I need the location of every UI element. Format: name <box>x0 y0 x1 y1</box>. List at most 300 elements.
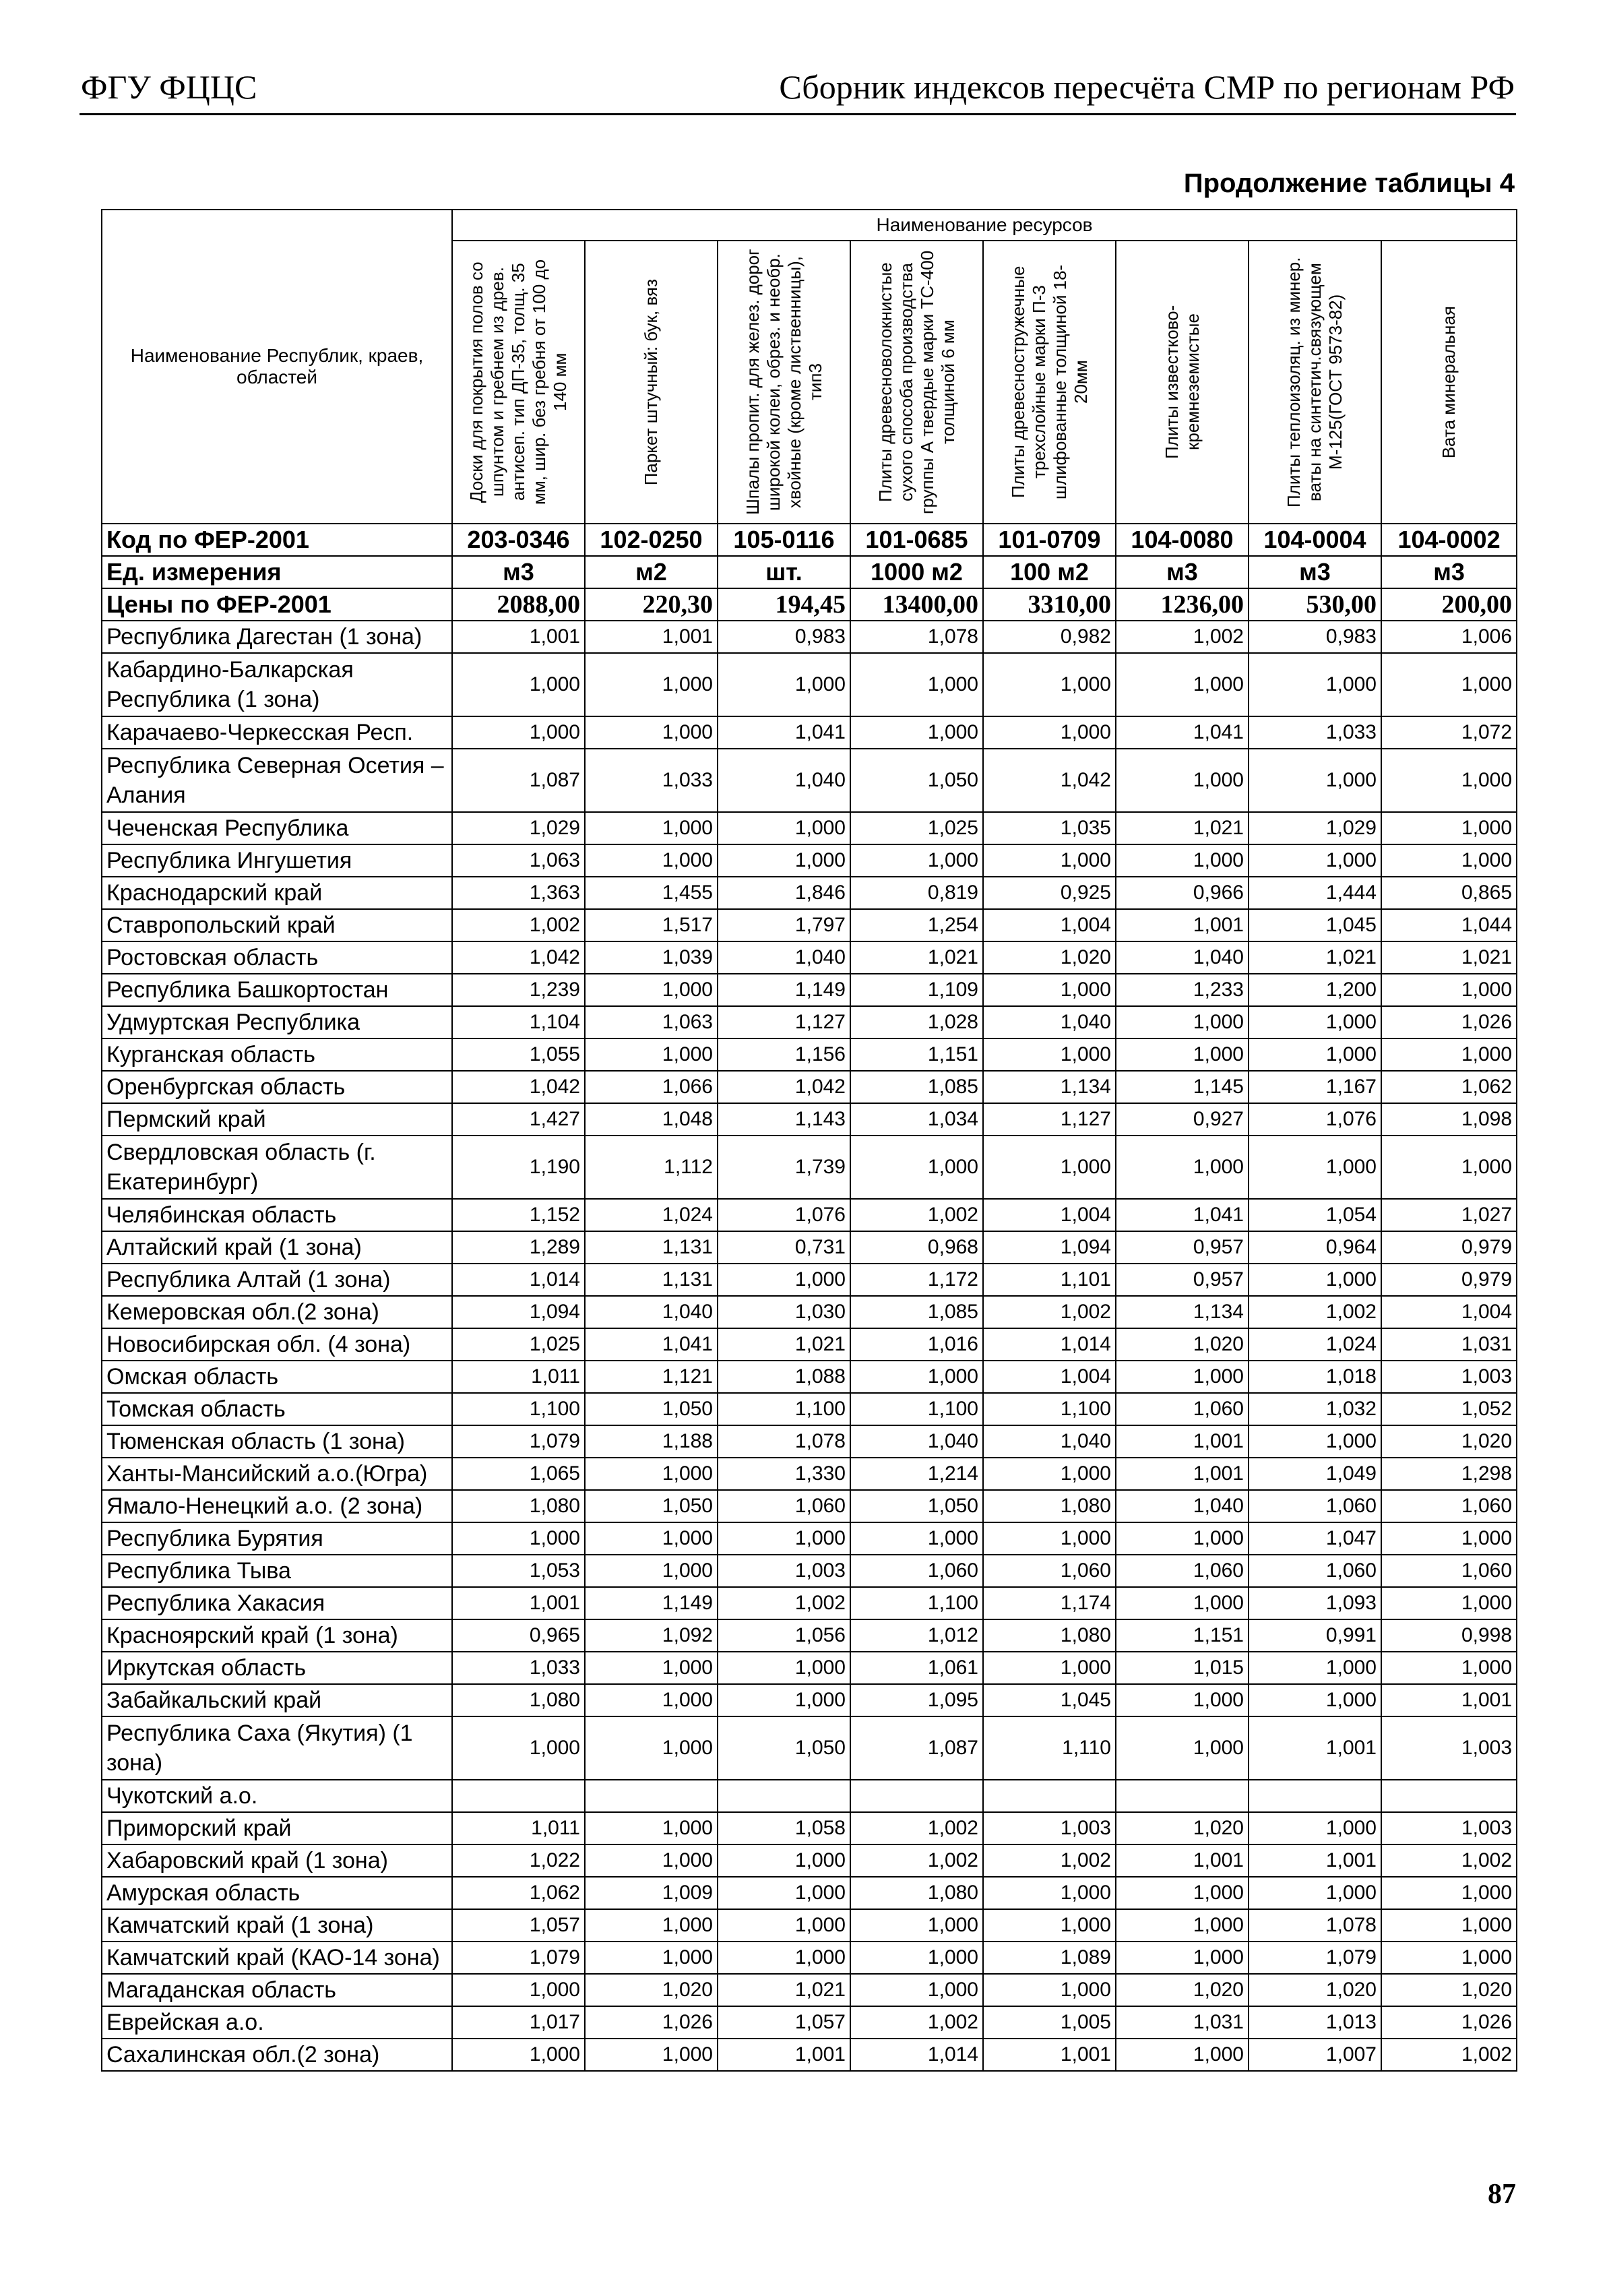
index-value-cell: 1,040 <box>718 749 850 812</box>
index-value-cell: 1,100 <box>850 1393 983 1425</box>
resource-column-label: Плиты древесноволокнистые сухого способа производства группы А твердые марки ТС-400 толщиной 6 мм <box>875 250 958 514</box>
index-value-cell: 1,000 <box>983 1974 1116 2006</box>
index-value-cell: 1,797 <box>718 909 850 941</box>
index-value-cell: 1,188 <box>585 1425 718 1458</box>
index-value-cell: 1,061 <box>850 1652 983 1684</box>
index-value-cell: 1,846 <box>718 877 850 909</box>
index-value-cell: 1,020 <box>1116 1328 1249 1361</box>
index-value-cell: 1,156 <box>718 1038 850 1071</box>
index-value-cell: 1,000 <box>718 1522 850 1555</box>
table-row <box>102 1619 1517 1652</box>
table-row <box>102 1974 1517 2006</box>
price-index-table <box>101 209 1517 2072</box>
index-value-cell <box>452 1780 585 1812</box>
price-cell: 3310,00 <box>983 588 1116 621</box>
index-value-cell: 1,050 <box>850 1490 983 1522</box>
code-row <box>102 524 1517 556</box>
index-value-cell: 1,000 <box>850 653 983 716</box>
region-name-cell: Свердловская область (г. Екатеринбург) <box>102 1136 452 1199</box>
index-value-cell: 1,080 <box>983 1490 1116 1522</box>
index-value-cell <box>850 1780 983 1812</box>
price-row <box>102 588 1517 621</box>
index-value-cell: 1,109 <box>850 974 983 1006</box>
index-value-cell: 1,020 <box>983 941 1116 974</box>
table-row <box>102 909 1517 941</box>
index-value-cell: 1,001 <box>1116 1844 1249 1877</box>
index-value-cell: 1,007 <box>1249 2039 1381 2071</box>
region-name-cell: Приморский край <box>102 1812 452 1844</box>
index-value-cell: 1,085 <box>850 1071 983 1103</box>
index-value-cell: 1,000 <box>1116 1006 1249 1038</box>
index-value-cell: 1,002 <box>850 1812 983 1844</box>
table-row <box>102 1199 1517 1231</box>
index-value-cell: 1,000 <box>1116 1136 1249 1199</box>
index-value-cell: 1,041 <box>1116 1199 1249 1231</box>
index-value-cell: 1,003 <box>983 1812 1116 1844</box>
index-value-cell: 1,000 <box>718 1844 850 1877</box>
table-row <box>102 1296 1517 1328</box>
index-value-cell: 1,000 <box>1249 844 1381 877</box>
code-label: Код по ФЕР-2001 <box>102 524 452 556</box>
index-value-cell: 1,000 <box>1381 844 1517 877</box>
index-value-cell: 1,021 <box>1116 812 1249 844</box>
index-value-cell: 1,000 <box>585 974 718 1006</box>
index-value-cell: 1,033 <box>452 1652 585 1684</box>
index-value-cell: 1,048 <box>585 1103 718 1136</box>
index-value-cell: 1,000 <box>1116 1587 1249 1619</box>
index-value-cell: 1,003 <box>1381 1361 1517 1393</box>
index-value-cell: 1,080 <box>452 1684 585 1716</box>
index-value-cell: 1,000 <box>452 1716 585 1780</box>
index-value-cell: 1,000 <box>983 844 1116 877</box>
index-value-cell: 1,013 <box>1249 2006 1381 2039</box>
index-value-cell: 1,000 <box>1381 1136 1517 1199</box>
index-value-cell: 1,063 <box>452 844 585 877</box>
index-value-cell: 1,000 <box>1249 1684 1381 1716</box>
region-name-cell: Челябинская область <box>102 1199 452 1231</box>
index-value-cell: 1,022 <box>452 1844 585 1877</box>
index-value-cell: 1,031 <box>1381 1328 1517 1361</box>
index-value-cell: 1,002 <box>850 2006 983 2039</box>
index-value-cell: 1,001 <box>983 2039 1116 2071</box>
index-value-cell: 1,239 <box>452 974 585 1006</box>
price-cell: 2088,00 <box>452 588 585 621</box>
index-value-cell: 1,029 <box>452 812 585 844</box>
index-value-cell: 1,015 <box>1116 1652 1249 1684</box>
index-value-cell: 1,000 <box>1381 1652 1517 1684</box>
index-value-cell: 1,000 <box>1249 749 1381 812</box>
index-value-cell: 0,991 <box>1249 1619 1381 1652</box>
index-value-cell: 1,000 <box>585 1716 718 1780</box>
index-value-cell: 1,055 <box>452 1038 585 1071</box>
index-value-cell: 1,002 <box>1116 621 1249 653</box>
index-value-cell: 1,000 <box>585 2039 718 2071</box>
index-value-cell: 1,131 <box>585 1264 718 1296</box>
index-value-cell: 1,000 <box>1381 1942 1517 1974</box>
region-name-cell: Ставропольский край <box>102 909 452 941</box>
unit-row <box>102 556 1517 588</box>
code-cell: 105-0116 <box>718 524 850 556</box>
index-value-cell: 1,000 <box>585 1555 718 1587</box>
index-value-cell: 1,000 <box>585 1844 718 1877</box>
index-value-cell: 1,024 <box>1249 1328 1381 1361</box>
region-name-cell: Хабаровский край (1 зона) <box>102 1844 452 1877</box>
resource-column-label: Вата минеральная <box>1439 305 1459 459</box>
index-value-cell: 1,233 <box>1116 974 1249 1006</box>
index-value-cell: 1,020 <box>1116 1974 1249 2006</box>
index-value-cell: 1,000 <box>452 1522 585 1555</box>
unit-cell: м3 <box>1116 556 1249 588</box>
unit-cell: шт. <box>718 556 850 588</box>
index-value-cell: 1,289 <box>452 1231 585 1264</box>
index-value-cell: 1,000 <box>585 1522 718 1555</box>
index-value-cell: 0,819 <box>850 877 983 909</box>
index-value-cell: 1,000 <box>1249 1038 1381 1071</box>
price-cell: 13400,00 <box>850 588 983 621</box>
index-value-cell: 1,014 <box>983 1328 1116 1361</box>
index-value-cell: 1,330 <box>718 1458 850 1490</box>
region-name-cell: Республика Тыва <box>102 1555 452 1587</box>
index-value-cell: 1,004 <box>983 1361 1116 1393</box>
table-row <box>102 2006 1517 2039</box>
table-row <box>102 1812 1517 1844</box>
index-value-cell: 1,000 <box>1116 1909 1249 1942</box>
index-value-cell: 1,000 <box>1381 1909 1517 1942</box>
index-value-cell: 1,127 <box>983 1103 1116 1136</box>
index-value-cell: 1,094 <box>452 1296 585 1328</box>
index-value-cell: 1,085 <box>850 1296 983 1328</box>
index-value-cell: 1,151 <box>850 1038 983 1071</box>
table-row <box>102 1393 1517 1425</box>
index-value-cell: 1,041 <box>1116 716 1249 749</box>
price-cell: 194,45 <box>718 588 850 621</box>
index-value-cell: 1,040 <box>585 1296 718 1328</box>
index-value-cell: 1,000 <box>1116 653 1249 716</box>
index-value-cell: 1,040 <box>1116 941 1249 974</box>
index-value-cell: 1,009 <box>585 1877 718 1909</box>
index-value-cell: 1,000 <box>585 844 718 877</box>
index-value-cell: 0,964 <box>1249 1231 1381 1264</box>
index-value-cell: 1,028 <box>850 1006 983 1038</box>
index-value-cell: 1,033 <box>1249 716 1381 749</box>
region-name-cell: Республика Северная Осетия – Алания <box>102 749 452 812</box>
resource-column-header <box>1116 241 1249 524</box>
code-cell: 104-0004 <box>1249 524 1381 556</box>
table-row <box>102 1136 1517 1199</box>
region-name-cell: Карачаево-Черкесская Респ. <box>102 716 452 749</box>
index-value-cell: 1,047 <box>1249 1522 1381 1555</box>
index-value-cell: 1,739 <box>718 1136 850 1199</box>
index-value-cell: 1,002 <box>718 1587 850 1619</box>
index-value-cell: 1,056 <box>718 1619 850 1652</box>
index-value-cell: 1,000 <box>585 1458 718 1490</box>
table-row <box>102 2039 1517 2071</box>
region-name-cell: Томская область <box>102 1393 452 1425</box>
index-value-cell: 1,087 <box>452 749 585 812</box>
index-value-cell: 0,927 <box>1116 1103 1249 1136</box>
index-value-cell: 1,000 <box>850 1361 983 1393</box>
region-name-cell: Республика Бурятия <box>102 1522 452 1555</box>
index-value-cell: 1,145 <box>1116 1071 1249 1103</box>
index-value-cell: 1,004 <box>1381 1296 1517 1328</box>
index-value-cell: 1,080 <box>850 1877 983 1909</box>
index-value-cell: 1,020 <box>1381 1974 1517 2006</box>
index-value-cell: 1,030 <box>718 1296 850 1328</box>
index-value-cell: 1,011 <box>452 1361 585 1393</box>
index-value-cell: 1,026 <box>585 2006 718 2039</box>
region-name-cell: Сахалинская обл.(2 зона) <box>102 2039 452 2071</box>
region-name-header: Наименование Республик, краев, областей <box>102 210 452 524</box>
index-value-cell: 1,024 <box>585 1199 718 1231</box>
index-value-cell: 1,079 <box>1249 1942 1381 1974</box>
index-value-cell: 1,200 <box>1249 974 1381 1006</box>
index-value-cell: 1,042 <box>983 749 1116 812</box>
index-value-cell: 1,079 <box>452 1425 585 1458</box>
index-value-cell: 1,000 <box>718 844 850 877</box>
code-cell: 101-0685 <box>850 524 983 556</box>
index-value-cell: 1,040 <box>1116 1490 1249 1522</box>
index-value-cell: 1,017 <box>452 2006 585 2039</box>
index-value-cell: 1,076 <box>1249 1103 1381 1136</box>
index-value-cell: 1,002 <box>983 1296 1116 1328</box>
index-value-cell: 1,078 <box>850 621 983 653</box>
table-row <box>102 1328 1517 1361</box>
index-value-cell: 1,000 <box>1116 1038 1249 1071</box>
region-name-cell: Ростовская область <box>102 941 452 974</box>
index-value-cell: 1,000 <box>983 1458 1116 1490</box>
index-value-cell: 1,143 <box>718 1103 850 1136</box>
index-value-cell: 1,050 <box>850 749 983 812</box>
index-value-cell: 1,087 <box>850 1716 983 1780</box>
region-name-cell: Иркутская область <box>102 1652 452 1684</box>
index-value-cell: 1,000 <box>452 716 585 749</box>
index-value-cell: 0,982 <box>983 621 1116 653</box>
index-value-cell: 1,060 <box>1249 1555 1381 1587</box>
index-value-cell: 1,079 <box>452 1942 585 1974</box>
index-value-cell: 1,152 <box>452 1199 585 1231</box>
index-value-cell: 1,041 <box>585 1328 718 1361</box>
table-row <box>102 844 1517 877</box>
index-value-cell: 1,000 <box>1381 812 1517 844</box>
index-value-cell: 1,000 <box>1116 1716 1249 1780</box>
index-value-cell: 1,050 <box>718 1716 850 1780</box>
index-value-cell: 1,057 <box>718 2006 850 2039</box>
index-value-cell: 1,000 <box>585 716 718 749</box>
index-value-cell: 1,044 <box>1381 909 1517 941</box>
resource-column-label: Шпалы пропит. для желез. дорог широкой колеи, обрез. и необр. хвойные (кроме лиственницы), тип3 <box>742 249 825 516</box>
index-value-cell: 0,968 <box>850 1231 983 1264</box>
index-value-cell: 1,025 <box>452 1328 585 1361</box>
resource-column-header <box>585 241 718 524</box>
page-number: 87 <box>1488 2179 1516 2210</box>
index-value-cell: 1,000 <box>1116 1684 1249 1716</box>
index-value-cell: 1,020 <box>1249 1974 1381 2006</box>
index-value-cell: 1,003 <box>1381 1716 1517 1780</box>
resource-column-header <box>850 241 983 524</box>
code-cell: 104-0002 <box>1381 524 1517 556</box>
index-value-cell: 1,112 <box>585 1136 718 1199</box>
index-value-cell: 1,045 <box>983 1684 1116 1716</box>
index-value-cell: 1,093 <box>1249 1587 1381 1619</box>
index-value-cell: 1,020 <box>1381 1425 1517 1458</box>
index-value-cell: 0,998 <box>1381 1619 1517 1652</box>
index-value-cell: 1,000 <box>585 1038 718 1071</box>
unit-cell: м3 <box>1249 556 1381 588</box>
unit-cell: м2 <box>585 556 718 588</box>
index-value-cell: 1,298 <box>1381 1458 1517 1490</box>
index-value-cell: 1,000 <box>1381 1522 1517 1555</box>
table-row <box>102 621 1517 653</box>
price-label: Цены по ФЕР-2001 <box>102 588 452 621</box>
index-value-cell: 1,001 <box>585 621 718 653</box>
table-row <box>102 1716 1517 1780</box>
index-value-cell: 1,002 <box>850 1844 983 1877</box>
index-value-cell <box>718 1780 850 1812</box>
index-value-cell: 1,000 <box>718 1264 850 1296</box>
index-value-cell: 1,101 <box>983 1264 1116 1296</box>
region-name-cell: Амурская область <box>102 1877 452 1909</box>
price-cell: 200,00 <box>1381 588 1517 621</box>
index-value-cell: 1,080 <box>983 1619 1116 1652</box>
index-value-cell: 1,001 <box>452 621 585 653</box>
index-value-cell: 1,000 <box>718 1652 850 1684</box>
table-row <box>102 1844 1517 1877</box>
index-value-cell: 1,089 <box>983 1942 1116 1974</box>
index-value-cell: 1,134 <box>983 1071 1116 1103</box>
index-value-cell: 1,427 <box>452 1103 585 1136</box>
code-cell: 101-0709 <box>983 524 1116 556</box>
index-value-cell: 1,063 <box>585 1006 718 1038</box>
index-value-cell: 1,001 <box>718 2039 850 2071</box>
resource-column-label: Паркет штучный: бук, вяз <box>641 278 661 486</box>
index-value-cell: 1,001 <box>1249 1844 1381 1877</box>
index-value-cell: 1,021 <box>1249 941 1381 974</box>
index-value-cell: 1,104 <box>452 1006 585 1038</box>
table-row <box>102 974 1517 1006</box>
index-value-cell: 1,003 <box>718 1555 850 1587</box>
table-row <box>102 1103 1517 1136</box>
region-name-cell: Краснодарский край <box>102 877 452 909</box>
unit-cell: м3 <box>1381 556 1517 588</box>
index-value-cell: 1,049 <box>1249 1458 1381 1490</box>
index-value-cell: 1,167 <box>1249 1071 1381 1103</box>
resource-column-header <box>1249 241 1381 524</box>
index-value-cell <box>1116 1780 1249 1812</box>
index-value-cell: 1,254 <box>850 909 983 941</box>
index-value-cell: 1,016 <box>850 1328 983 1361</box>
header-organization: ФГУ ФЦЦС <box>81 68 257 106</box>
index-value-cell: 1,005 <box>983 2006 1116 2039</box>
index-value-cell: 1,012 <box>850 1619 983 1652</box>
index-value-cell: 1,095 <box>850 1684 983 1716</box>
table-row <box>102 1684 1517 1716</box>
index-value-cell: 1,011 <box>452 1812 585 1844</box>
index-value-cell: 1,040 <box>983 1006 1116 1038</box>
index-value-cell: 1,014 <box>850 2039 983 2071</box>
index-value-cell: 1,041 <box>718 716 850 749</box>
index-value-cell: 1,031 <box>1116 2006 1249 2039</box>
resource-column-label: Плиты известково-кремнеземистые <box>1161 305 1203 460</box>
index-value-cell: 0,957 <box>1116 1264 1249 1296</box>
table-body <box>102 524 1517 2071</box>
index-value-cell: 1,026 <box>1381 2006 1517 2039</box>
index-value-cell: 1,000 <box>983 1522 1116 1555</box>
index-value-cell: 1,060 <box>1381 1490 1517 1522</box>
header-divider <box>80 113 1516 115</box>
index-value-cell: 1,000 <box>1116 749 1249 812</box>
index-value-cell: 1,062 <box>1381 1071 1517 1103</box>
index-value-cell: 1,001 <box>452 1587 585 1619</box>
index-value-cell: 1,078 <box>1249 1909 1381 1942</box>
index-value-cell: 1,131 <box>585 1231 718 1264</box>
index-value-cell: 1,066 <box>585 1071 718 1103</box>
index-value-cell: 1,042 <box>718 1071 850 1103</box>
index-value-cell: 1,000 <box>850 1942 983 1974</box>
index-value-cell: 1,021 <box>850 941 983 974</box>
index-value-cell: 0,865 <box>1381 877 1517 909</box>
index-value-cell: 1,062 <box>452 1877 585 1909</box>
header-collection-title: Сборник индексов пересчёта СМР по регионам РФ <box>779 68 1515 106</box>
index-value-cell: 1,060 <box>1249 1490 1381 1522</box>
index-value-cell: 1,000 <box>585 1684 718 1716</box>
index-value-cell: 1,000 <box>1249 1264 1381 1296</box>
price-cell: 220,30 <box>585 588 718 621</box>
index-value-cell: 0,925 <box>983 877 1116 909</box>
resources-group-header: Наименование ресурсов <box>452 210 1517 241</box>
table-row <box>102 1490 1517 1522</box>
index-value-cell: 1,000 <box>1116 2039 1249 2071</box>
region-name-cell: Алтайский край (1 зона) <box>102 1231 452 1264</box>
index-value-cell: 0,966 <box>1116 877 1249 909</box>
index-value-cell: 1,000 <box>1381 1877 1517 1909</box>
unit-label: Ед. измерения <box>102 556 452 588</box>
index-value-cell: 1,001 <box>1116 909 1249 941</box>
index-value-cell: 1,172 <box>850 1264 983 1296</box>
index-value-cell: 1,060 <box>1381 1555 1517 1587</box>
index-value-cell: 1,000 <box>452 1974 585 2006</box>
index-value-cell: 1,021 <box>1381 941 1517 974</box>
table-row <box>102 1942 1517 1974</box>
index-value-cell: 1,000 <box>452 653 585 716</box>
index-value-cell: 1,052 <box>1381 1393 1517 1425</box>
index-value-cell: 1,058 <box>718 1812 850 1844</box>
table-row <box>102 716 1517 749</box>
index-value-cell: 1,000 <box>1116 844 1249 877</box>
region-name-cell: Пермский край <box>102 1103 452 1136</box>
region-name-cell: Республика Алтай (1 зона) <box>102 1264 452 1296</box>
index-value-cell: 1,121 <box>585 1361 718 1393</box>
index-value-cell: 1,057 <box>452 1909 585 1942</box>
index-value-cell: 1,080 <box>452 1490 585 1522</box>
index-value-cell: 1,100 <box>983 1393 1116 1425</box>
table-row <box>102 1458 1517 1490</box>
index-value-cell: 1,060 <box>1116 1555 1249 1587</box>
index-value-cell: 1,100 <box>850 1587 983 1619</box>
index-value-cell: 1,040 <box>850 1425 983 1458</box>
region-name-cell: Курганская область <box>102 1038 452 1071</box>
index-value-cell: 1,000 <box>850 1136 983 1199</box>
index-value-cell: 1,000 <box>452 2039 585 2071</box>
index-value-cell: 1,002 <box>1381 2039 1517 2071</box>
code-cell: 203-0346 <box>452 524 585 556</box>
table-row <box>102 877 1517 909</box>
table-row <box>102 653 1517 716</box>
index-value-cell: 1,006 <box>1381 621 1517 653</box>
index-value-cell: 1,029 <box>1249 812 1381 844</box>
index-value-cell: 1,072 <box>1381 716 1517 749</box>
index-value-cell: 1,000 <box>850 1909 983 1942</box>
index-value-cell: 1,000 <box>718 1877 850 1909</box>
